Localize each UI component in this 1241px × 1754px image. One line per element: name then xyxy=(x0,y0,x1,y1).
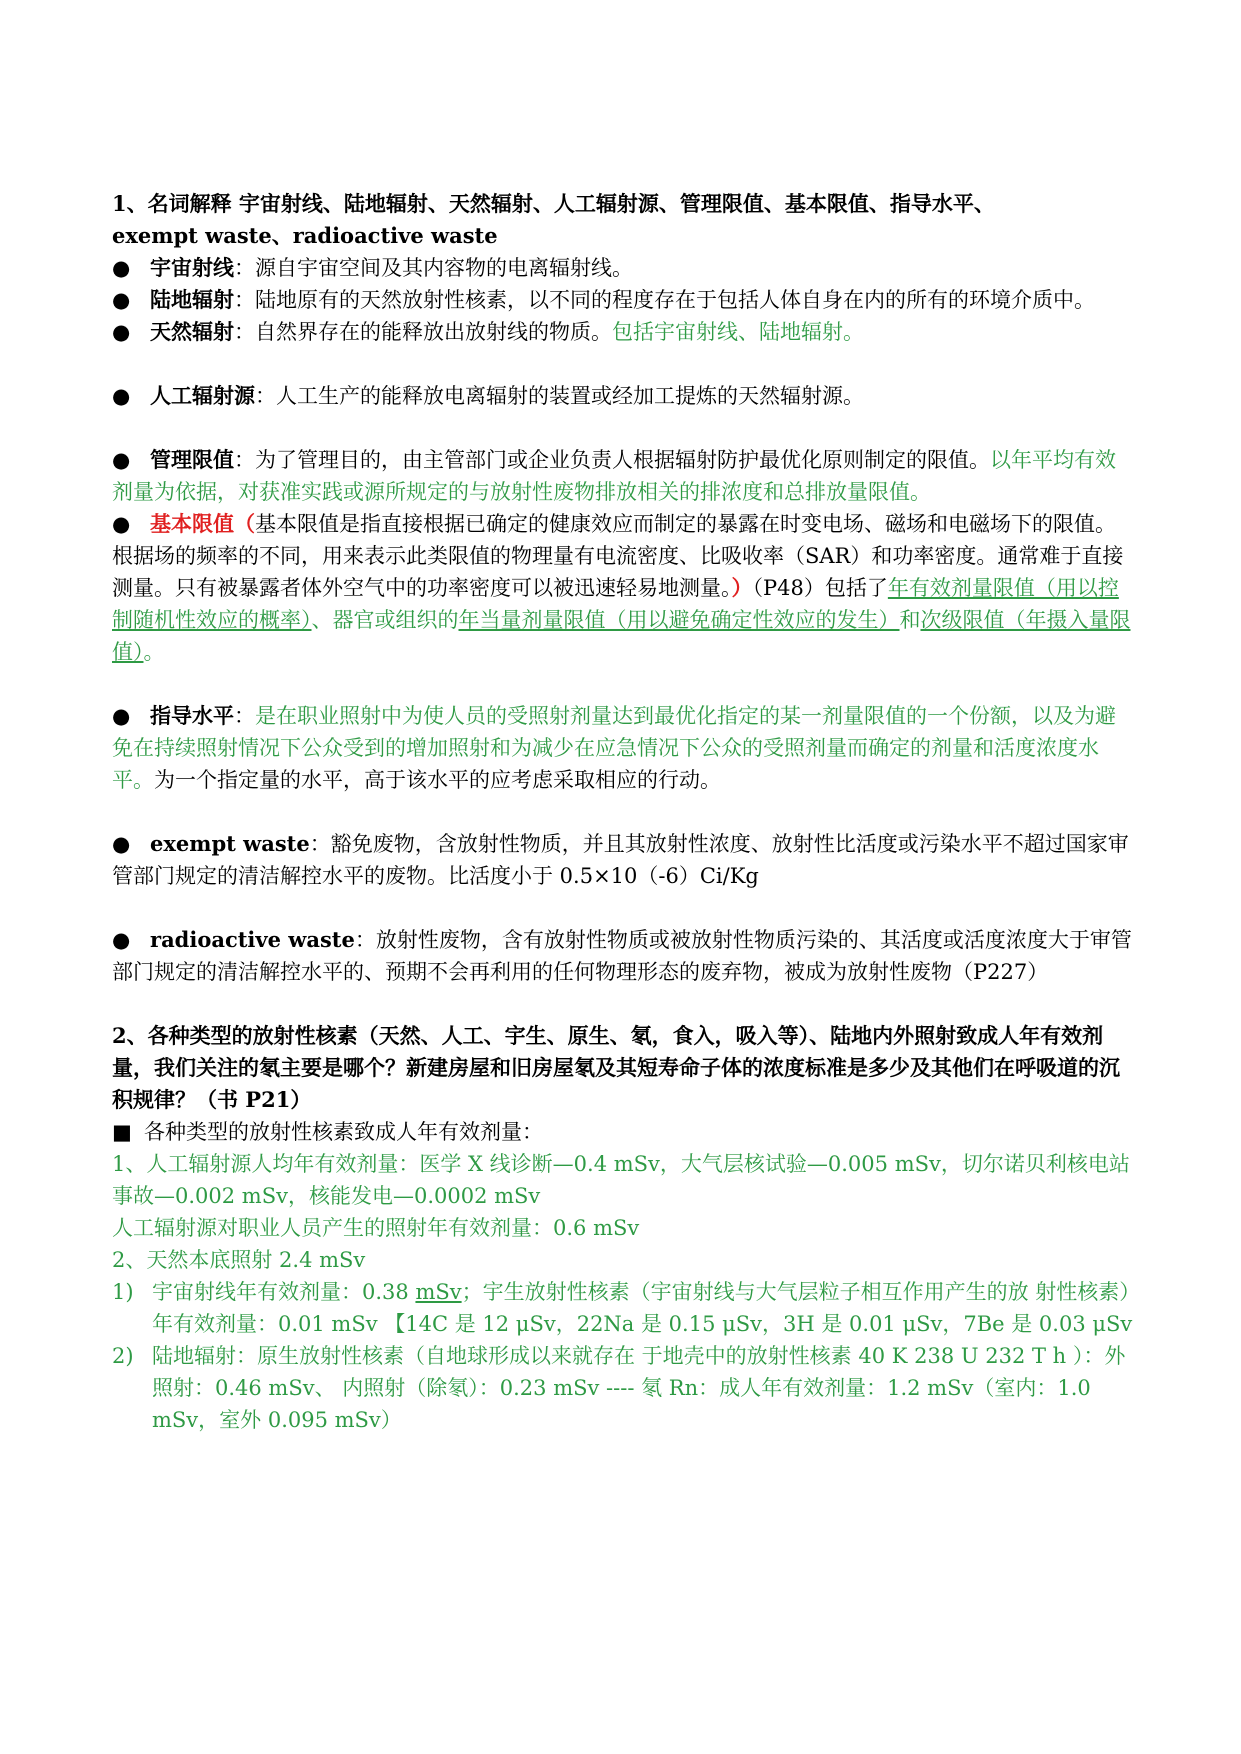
separator: ： xyxy=(234,256,255,280)
question-1-title-line2: exempt waste、radioactive waste xyxy=(112,223,498,248)
unit-underlined: mSv xyxy=(415,1280,462,1304)
definition-text: 豁免废物，含放射性物质，并且其放射性浓度、放射性比活度或污染水平不超过国家审管部门规定的清洁解控水平的废物。比活度小于 0.5×10（-6）Ci/Kg xyxy=(112,832,1129,888)
question-1-title xyxy=(112,188,1134,252)
definition-note: 是在职业照射中为使人员的受照射剂量达到最优化指定的某一剂量限值的一个份额，以及为避免在持续照射情况下公众受到的增加照射和为减少在应急情况下公众的受照剂量而确定的剂量和活度浓度水平。 xyxy=(112,704,1116,792)
item-text: ；宇生放射性核素（宇宙射线与大气层粒子相互作用产生的放 射性核素）年有效剂量：0.01 mSv 【14C 是 12 μSv，22Na 是 0.15 μSv，3H 是 0.01 μSv，7Be 是 0.03 μSv xyxy=(152,1280,1133,1336)
natural-background-dose: 2、天然本底照射 2.4 mSv xyxy=(112,1248,366,1272)
definition-text: 基本限值是指直接根据已确定的健康效应而制定的暴露在时变电场、磁场和电磁场下的限值。根据场的频率的不同，用来表示此类限值的物理量有电流密度、比吸收率（SAR）和功率密度。通常难于直接测量。只有被暴露者体外空气中的功率密度可以被迅速轻易地测量。 xyxy=(112,512,1124,600)
definition-text: 人工生产的能释放电离辐射的装置或经加工提炼的天然辐射源。 xyxy=(276,384,864,408)
definition-term-highlight: 基本限值 xyxy=(150,511,234,536)
item-text: 陆地辐射：原生放射性核素（自地球形成以来就存在 于地壳中的放射性核素 40 K 238 U 232 T h ）：外照射：0.46 mSv、 内照射（除氡）：0.23 mSv ---- 氡 Rn：成人年有效剂量：1.2 mSv（室内：1.0 mSv，室外 0.095 mSv） xyxy=(152,1344,1126,1432)
page-reference: （P48）包括了 xyxy=(752,576,888,600)
definition-item xyxy=(112,924,1134,988)
definition-term: 天然辐射 xyxy=(150,319,234,344)
definition-text: 源自宇宙空间及其内容物的电离辐射线。 xyxy=(255,256,633,280)
spacer xyxy=(112,412,1134,444)
definition-item xyxy=(112,828,1134,892)
item-text: 宇宙射线年有效剂量：0.38 xyxy=(152,1280,416,1304)
definition-term: 指导水平 xyxy=(150,703,234,728)
definition-item xyxy=(112,444,1134,508)
definition-term: radioactive waste xyxy=(150,927,355,952)
spacer xyxy=(112,892,1134,924)
definition-item xyxy=(112,284,1134,316)
definition-note: 、器官或组织的 xyxy=(311,608,459,632)
definition-note: 和 xyxy=(899,608,921,632)
definition-text: 自然界存在的能释放出放射线的物质。 xyxy=(255,320,612,344)
separator: ： xyxy=(234,448,255,472)
paren-open: （ xyxy=(234,511,255,536)
bullet-icon: ● xyxy=(112,704,131,728)
question-2-intro xyxy=(112,1116,1134,1148)
definition-item xyxy=(112,316,1134,348)
spacer xyxy=(112,796,1134,828)
definition-item xyxy=(112,508,1134,668)
spacer xyxy=(112,988,1134,1020)
bullet-icon: ● xyxy=(112,256,131,280)
definition-note: 以年平均有效剂量为依据，对获准实践或源所规定的与放射性废物排放相关的排浓度和总排放量限值。 xyxy=(112,448,1116,504)
definition-text: 为了管理目的，由主管部门或企业负责人根据辐射防护最优化原则制定的限值。 xyxy=(255,448,990,472)
item-number: 1) xyxy=(112,1280,134,1304)
definition-text: 陆地原有的天然放射性核素，以不同的程度存在于包括人体自身在内的所有的环境介质中。 xyxy=(255,288,1095,312)
bullet-icon: ● xyxy=(112,832,131,856)
bullet-icon: ● xyxy=(112,384,131,408)
definition-text: 为一个指定量的水平，高于该水平的应考虑采取相应的行动。 xyxy=(154,768,721,792)
square-bullet-icon: ■ xyxy=(112,1120,132,1144)
intro-text: 各种类型的放射性核素致成人年有效剂量： xyxy=(144,1120,543,1144)
occupational-dose: 人工辐射源对职业人员产生的照射年有效剂量：0.6 mSv xyxy=(112,1216,640,1240)
bullet-icon: ● xyxy=(112,320,131,344)
definition-term: 人工辐射源 xyxy=(150,383,255,408)
spacer xyxy=(112,668,1134,700)
separator: ： xyxy=(234,704,255,728)
spacer xyxy=(112,348,1134,380)
separator: ： xyxy=(309,832,331,856)
definition-term: 宇宙射线 xyxy=(150,255,234,280)
definition-note: 。 xyxy=(143,640,165,664)
annual-effective-dose-limit: 年有效剂量限值（用以控制随机性效应的概率） xyxy=(112,576,1119,632)
definition-note: 包括宇宙射线、陆地辐射。 xyxy=(612,320,864,344)
question-2-title: 2、各种类型的放射性核素（天然、人工、宇生、原生、氡，食入，吸入等）、陆地内外照射致成人年有效剂量，我们关注的氡主要是哪个？新建房屋和旧房屋氡及其短寿命子体的浓度标准是多少及其他们在呼吸道的沉积规律？（书 P21） xyxy=(112,1023,1120,1112)
separator: ： xyxy=(234,288,255,312)
bullet-icon: ● xyxy=(112,288,131,312)
bullet-icon: ● xyxy=(112,448,131,472)
item-number: 2) xyxy=(112,1344,134,1368)
definition-text: 放射性废物，含有放射性物质或被放射性物质污染的、其活度或活度浓度大于审管部门规定的清洁解控水平的、预期不会再利用的任何物理形态的废弃物，被成为放射性废物（P227） xyxy=(112,928,1132,984)
separator: ： xyxy=(234,320,255,344)
separator: ： xyxy=(255,384,276,408)
numbered-item xyxy=(112,1276,1134,1340)
definition-term: 管理限值 xyxy=(150,447,234,472)
secondary-limit: 次级限值（年摄入量限值） xyxy=(112,608,1131,664)
bullet-icon: ● xyxy=(112,512,131,536)
definition-term: 陆地辐射 xyxy=(150,287,234,312)
bullet-icon: ● xyxy=(112,928,131,952)
definition-item xyxy=(112,252,1134,284)
numbered-item xyxy=(112,1340,1134,1436)
paren-close: ） xyxy=(731,575,753,600)
definition-item xyxy=(112,700,1134,796)
definition-term: exempt waste xyxy=(150,831,310,856)
document-body xyxy=(112,188,1134,1436)
annual-equivalent-dose-limit: 年当量剂量限值（用以避免确定性效应的发生） xyxy=(458,608,900,632)
definition-item xyxy=(112,380,1134,412)
separator: ： xyxy=(354,928,376,952)
question-1-title-line1: 1、名词解释 宇宙射线、陆地辐射、天然辐射、人工辐射源、管理限值、基本限值、指导水平、 xyxy=(112,191,995,216)
artificial-source-dose: 1、人工辐射源人均年有效剂量：医学 X 线诊断—0.4 mSv，大气层核试验—0.005 mSv，切尔诺贝利核电站事故—0.002 mSv，核能发电—0.0002 mSv xyxy=(112,1152,1130,1208)
